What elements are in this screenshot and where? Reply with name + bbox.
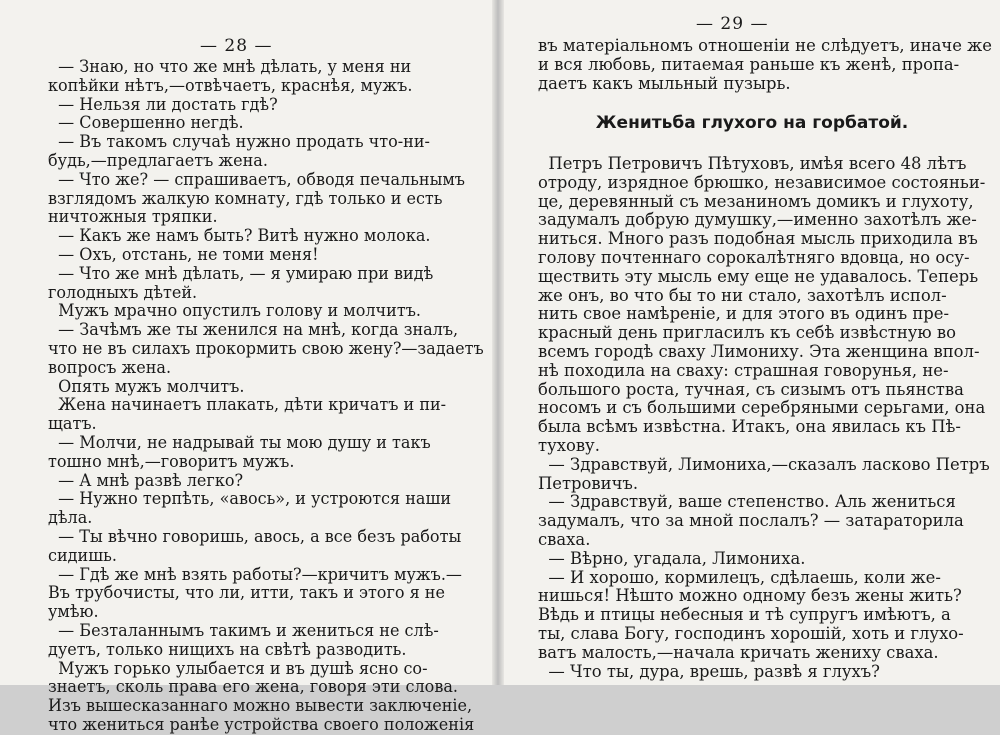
text-line: — Нужно терпѣть, «авось», и устроются наши (48, 489, 452, 509)
text-line: была всѣмъ извѣстна. Итакъ, она явилась къ Пѣ- (538, 417, 961, 437)
text-line: взглядомъ жалкую комнату, гдѣ только и есть (48, 188, 443, 208)
text-line: Мужъ мрачно опустилъ голову и молчитъ. (48, 301, 421, 321)
page-text (48, 58, 484, 735)
text-line: — Что ты, дура, врешь, развѣ я глухъ? (538, 661, 880, 681)
text-line: — Совершенно негдѣ. (48, 113, 244, 133)
text-line: — Безталаннымъ такимъ и жениться не слѣ- (48, 620, 439, 640)
text-line: ществить эту мысль ему еще не удавалось. Теперь (538, 266, 979, 286)
text-line: сидишь. (48, 545, 117, 565)
text-line: — Молчи, не надрывай ты мою душу и такъ (48, 432, 431, 452)
text-line: — А мнѣ развѣ легко? (48, 470, 244, 490)
text-line: копѣйки нѣтъ,—отвѣчаетъ, краснѣя, мужъ. (48, 75, 413, 95)
text-line: ничтожныя тряпки. (48, 207, 218, 227)
text-line: что не въ силахъ прокормить свою жену?—задаетъ (48, 338, 484, 358)
text-line: всемъ городѣ сваху Лимониху. Эта женщина впол- (538, 341, 980, 361)
text-line: голодныхъ дѣтей. (48, 282, 198, 302)
text-line: щатъ. (48, 414, 97, 434)
text-line: — Какъ же намъ быть? Витѣ нужно молока. (48, 226, 431, 246)
text-line: це, деревянный съ мезаниномъ домикъ и глухоту, (538, 191, 974, 211)
text-line: — Нельзя ли достать гдѣ? (48, 94, 278, 114)
page-number: — 29 — (696, 14, 769, 34)
text-line: дуетъ, только нищихъ на свѣтѣ разводить. (48, 639, 407, 659)
text-line: — Что же мнѣ дѣлать, — я умираю при видѣ (48, 263, 434, 283)
text-line: ниться. Много разъ подобная мысль приходила въ (538, 229, 978, 249)
text-line: ватъ малость,—начала кричать жениху сваха. (538, 642, 939, 662)
text-line: красный день пригласилъ къ себѣ извѣстную во (538, 323, 957, 343)
text-line: задумалъ добрую думушку,—именно захотѣлъ же- (538, 210, 977, 230)
text-line: даетъ какъ мыльный пузырь. (538, 73, 791, 93)
left-page (0, 0, 492, 734)
text-line: большого роста, тучная, съ сизымъ отъ пьянства (538, 379, 964, 399)
text-line: Изъ вышесказаннаго можно вывести заключеніе, (48, 696, 473, 716)
text-line: знаетъ, сколь права его жена, говоря эти слова. (48, 677, 459, 697)
text-line: Мужъ горько улыбается и въ душѣ ясно со- (48, 658, 428, 678)
text-line: — Гдѣ же мнѣ взять работы?—кричитъ мужъ.— (48, 564, 462, 584)
text-line: задумалъ, что за мной послалъ? — затараторила (538, 511, 964, 531)
text-line: нѣ походила на сваху: страшная говорунья, не- (538, 360, 949, 380)
text-line: Вѣдь и птицы небесныя и тѣ супругъ имѣютъ, а (538, 605, 951, 625)
text-line: — Здравствуй, ваше степенство. Аль жениться (538, 492, 956, 512)
text-line: Жена начинаетъ плакать, дѣти кричатъ и пи- (48, 395, 447, 415)
text-line: Опять мужъ молчитъ. (48, 376, 245, 396)
text-line: и вся любовь, питаемая раньше къ женѣ, пропа- (538, 54, 960, 74)
text-line: — Въ такомъ случаѣ нужно продать что-ни- (48, 132, 430, 152)
text-line: нить свое намѣреніе, и для этого въ одинъ пре- (538, 304, 949, 324)
text-line: голову почтеннаго сорокалѣтняго вдовца, но осу- (538, 247, 970, 267)
text-line: — Знаю, но что же мнѣ дѣлать, у меня ни (48, 57, 412, 76)
continued-text (538, 37, 992, 93)
text-line: вопросъ жена. (48, 357, 172, 377)
text-line: въ матеріальномъ отношеніи не слѣдуетъ, иначе же (538, 36, 992, 55)
book-gutter (492, 0, 504, 685)
text-line: — Вѣрно, угадала, Лимониха. (538, 548, 806, 568)
text-line: — Ты вѣчно говоришь, авось, а все безъ работы (48, 526, 462, 546)
chapter-text (538, 155, 990, 681)
text-line: будь,—предлагаетъ жена. (48, 150, 268, 170)
text-line: же онъ, во что бы то ни стало, захотѣлъ испол- (538, 285, 947, 305)
text-line: ты, слава Богу, господинъ хорошій, хоть и глухо- (538, 623, 964, 643)
text-line: — И хорошо, кормилецъ, сдѣлаешь, коли же- (538, 567, 941, 587)
text-line: — Что же? — спрашиваетъ, обводя печальнымъ (48, 169, 466, 189)
text-line: — Охъ, отстань, не томи меня! (48, 244, 319, 264)
text-line: носомъ и съ большими серебряными серьгами, она (538, 398, 986, 418)
text-line: умѣю. (48, 602, 99, 622)
page-number: — 28 — (200, 36, 273, 56)
text-line: тухову. (538, 435, 600, 455)
text-line: что жениться ранѣе устройства своего положенія (48, 714, 475, 734)
text-line: дѣла. (48, 508, 93, 528)
right-page (504, 0, 1000, 685)
text-line: — Здравствуй, Лимониха,—сказалъ ласково Петръ (538, 454, 990, 474)
text-line: отроду, изрядное брюшко, независимое состояньи- (538, 172, 986, 192)
text-line: Въ трубочисты, что ли, итти, такъ и этого я не (48, 583, 445, 603)
text-line: Петровичъ. (538, 473, 639, 493)
chapter-heading: Женитьба глухого на горбатой. (595, 113, 909, 133)
text-line: сваха. (538, 529, 591, 549)
text-line: Петръ Петровичъ Пѣтуховъ, имѣя всего 48 лѣтъ (538, 154, 967, 173)
text-line: тошно мнѣ,—говоритъ мужъ. (48, 451, 295, 471)
text-line: нишься! Нѣшто можно одному безъ жены жить? (538, 586, 962, 606)
text-line: — Зачѣмъ же ты женился на мнѣ, когда зналъ, (48, 320, 459, 340)
